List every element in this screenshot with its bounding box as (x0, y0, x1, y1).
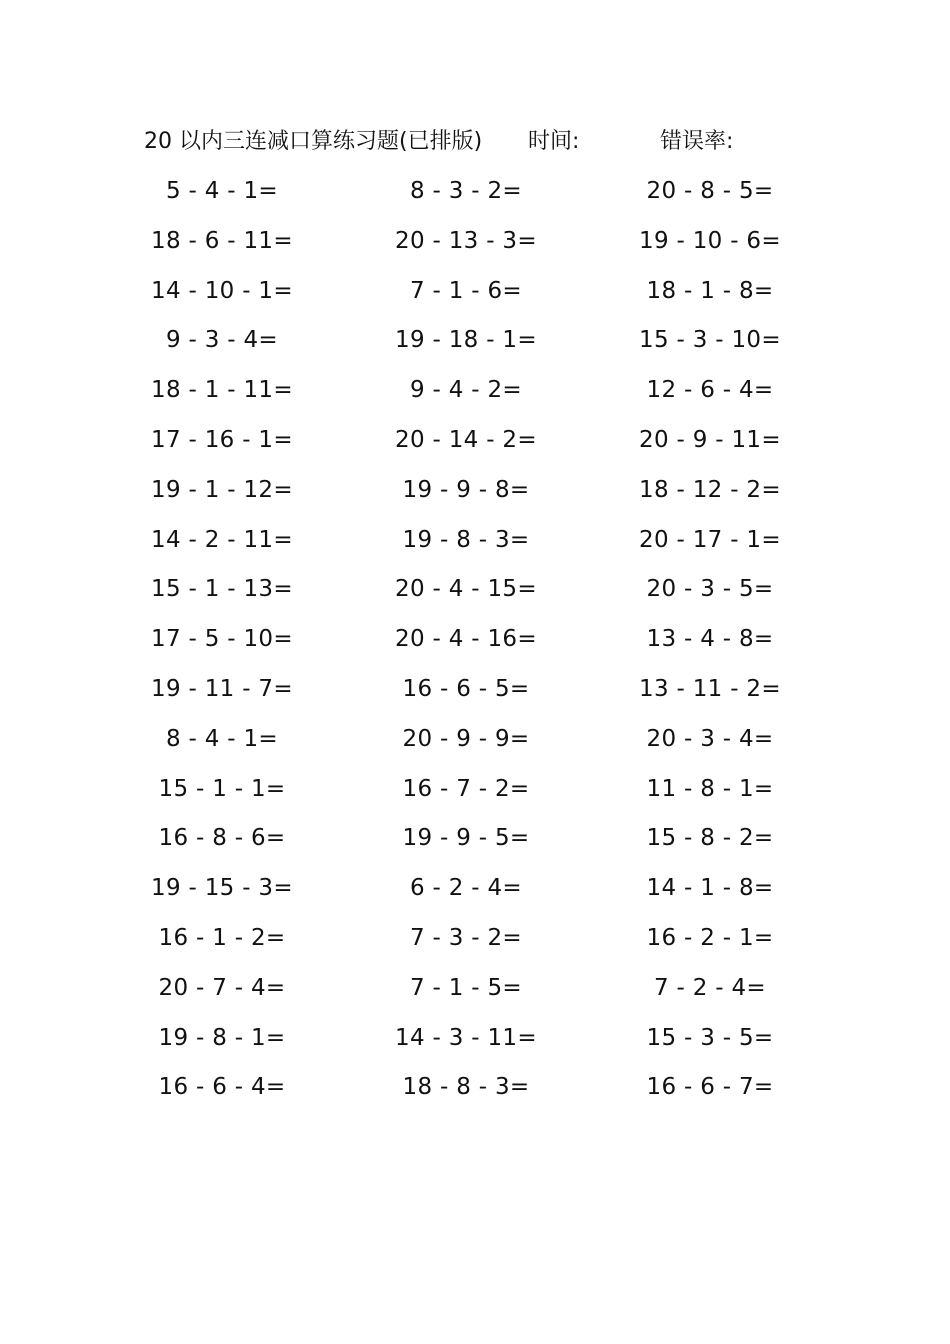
math-problem: 20 - 3 - 5= (646, 576, 774, 603)
math-problem: 15 - 3 - 10= (639, 327, 781, 354)
math-problem: 18 - 12 - 2= (639, 476, 781, 503)
math-problem: 18 - 8 - 3= (402, 1074, 530, 1101)
math-problem: 18 - 1 - 11= (151, 377, 293, 404)
math-problem: 15 - 1 - 1= (158, 775, 286, 802)
math-problem: 13 - 11 - 2= (639, 675, 781, 702)
math-problem: 20 - 4 - 16= (395, 626, 537, 653)
math-problem: 7 - 1 - 5= (409, 974, 522, 1001)
math-problem: 8 - 3 - 2= (409, 178, 522, 204)
math-problem: 20 - 4 - 15= (395, 576, 537, 603)
math-problem: 20 - 9 - 11= (639, 426, 781, 453)
math-problem: 14 - 3 - 11= (395, 1024, 537, 1051)
math-problem: 14 - 1 - 8= (646, 875, 774, 902)
math-problem: 14 - 10 - 1= (151, 277, 293, 304)
math-problem: 15 - 1 - 13= (151, 576, 293, 603)
math-problem: 16 - 7 - 2= (402, 775, 530, 802)
math-problem: 19 - 9 - 5= (402, 825, 530, 852)
math-problem: 20 - 3 - 4= (646, 725, 774, 752)
math-problem: 18 - 6 - 11= (151, 227, 293, 254)
worksheet-title: 20 以内三连减口算练习题(已排版) (144, 129, 483, 154)
math-problem: 20 - 9 - 9= (402, 725, 530, 752)
math-problem: 19 - 9 - 8= (402, 476, 530, 503)
math-problem: 19 - 18 - 1= (395, 327, 537, 354)
math-problem: 16 - 8 - 6= (158, 825, 286, 852)
math-problem: 20 - 8 - 5= (646, 178, 774, 204)
math-problem: 20 - 14 - 2= (395, 426, 537, 453)
math-problem: 19 - 15 - 3= (151, 875, 293, 902)
math-problem: 6 - 2 - 4= (409, 875, 522, 902)
math-problem: 15 - 3 - 5= (646, 1024, 774, 1051)
math-problem: 9 - 3 - 4= (165, 327, 278, 354)
math-problem: 16 - 1 - 2= (158, 924, 286, 951)
math-problem: 20 - 17 - 1= (639, 526, 781, 553)
problem-grid (100, 168, 840, 1114)
math-problem: 11 - 8 - 1= (646, 775, 774, 802)
math-problem: 7 - 3 - 2= (409, 924, 522, 951)
worksheet-header (144, 124, 864, 160)
math-problem: 19 - 1 - 12= (151, 476, 293, 503)
time-label: 时间: (528, 129, 580, 154)
math-problem: 16 - 2 - 1= (646, 924, 774, 951)
math-problem: 7 - 2 - 4= (653, 974, 766, 1001)
math-problem: 16 - 6 - 7= (646, 1074, 774, 1101)
math-problem: 16 - 6 - 4= (158, 1074, 286, 1101)
math-problem: 20 - 13 - 3= (395, 227, 537, 254)
math-problem: 12 - 6 - 4= (646, 377, 774, 404)
math-problem: 16 - 6 - 5= (402, 675, 530, 702)
math-problem: 9 - 4 - 2= (409, 377, 522, 404)
math-problem: 15 - 8 - 2= (646, 825, 774, 852)
math-problem: 18 - 1 - 8= (646, 277, 774, 304)
math-problem: 7 - 1 - 6= (409, 277, 522, 304)
math-problem: 19 - 8 - 3= (402, 526, 530, 553)
math-problem: 19 - 8 - 1= (158, 1024, 286, 1051)
math-problem: 17 - 5 - 10= (151, 626, 293, 653)
math-problem: 13 - 4 - 8= (646, 626, 774, 653)
math-problem: 8 - 4 - 1= (165, 725, 278, 752)
math-problem: 17 - 16 - 1= (151, 426, 293, 453)
math-problem: 19 - 10 - 6= (639, 227, 781, 254)
math-problem: 14 - 2 - 11= (151, 526, 293, 553)
math-problem: 5 - 4 - 1= (165, 178, 278, 204)
math-problem: 20 - 7 - 4= (158, 974, 286, 1001)
error-rate-label: 错误率: (660, 129, 734, 154)
math-problem: 19 - 11 - 7= (151, 675, 293, 702)
